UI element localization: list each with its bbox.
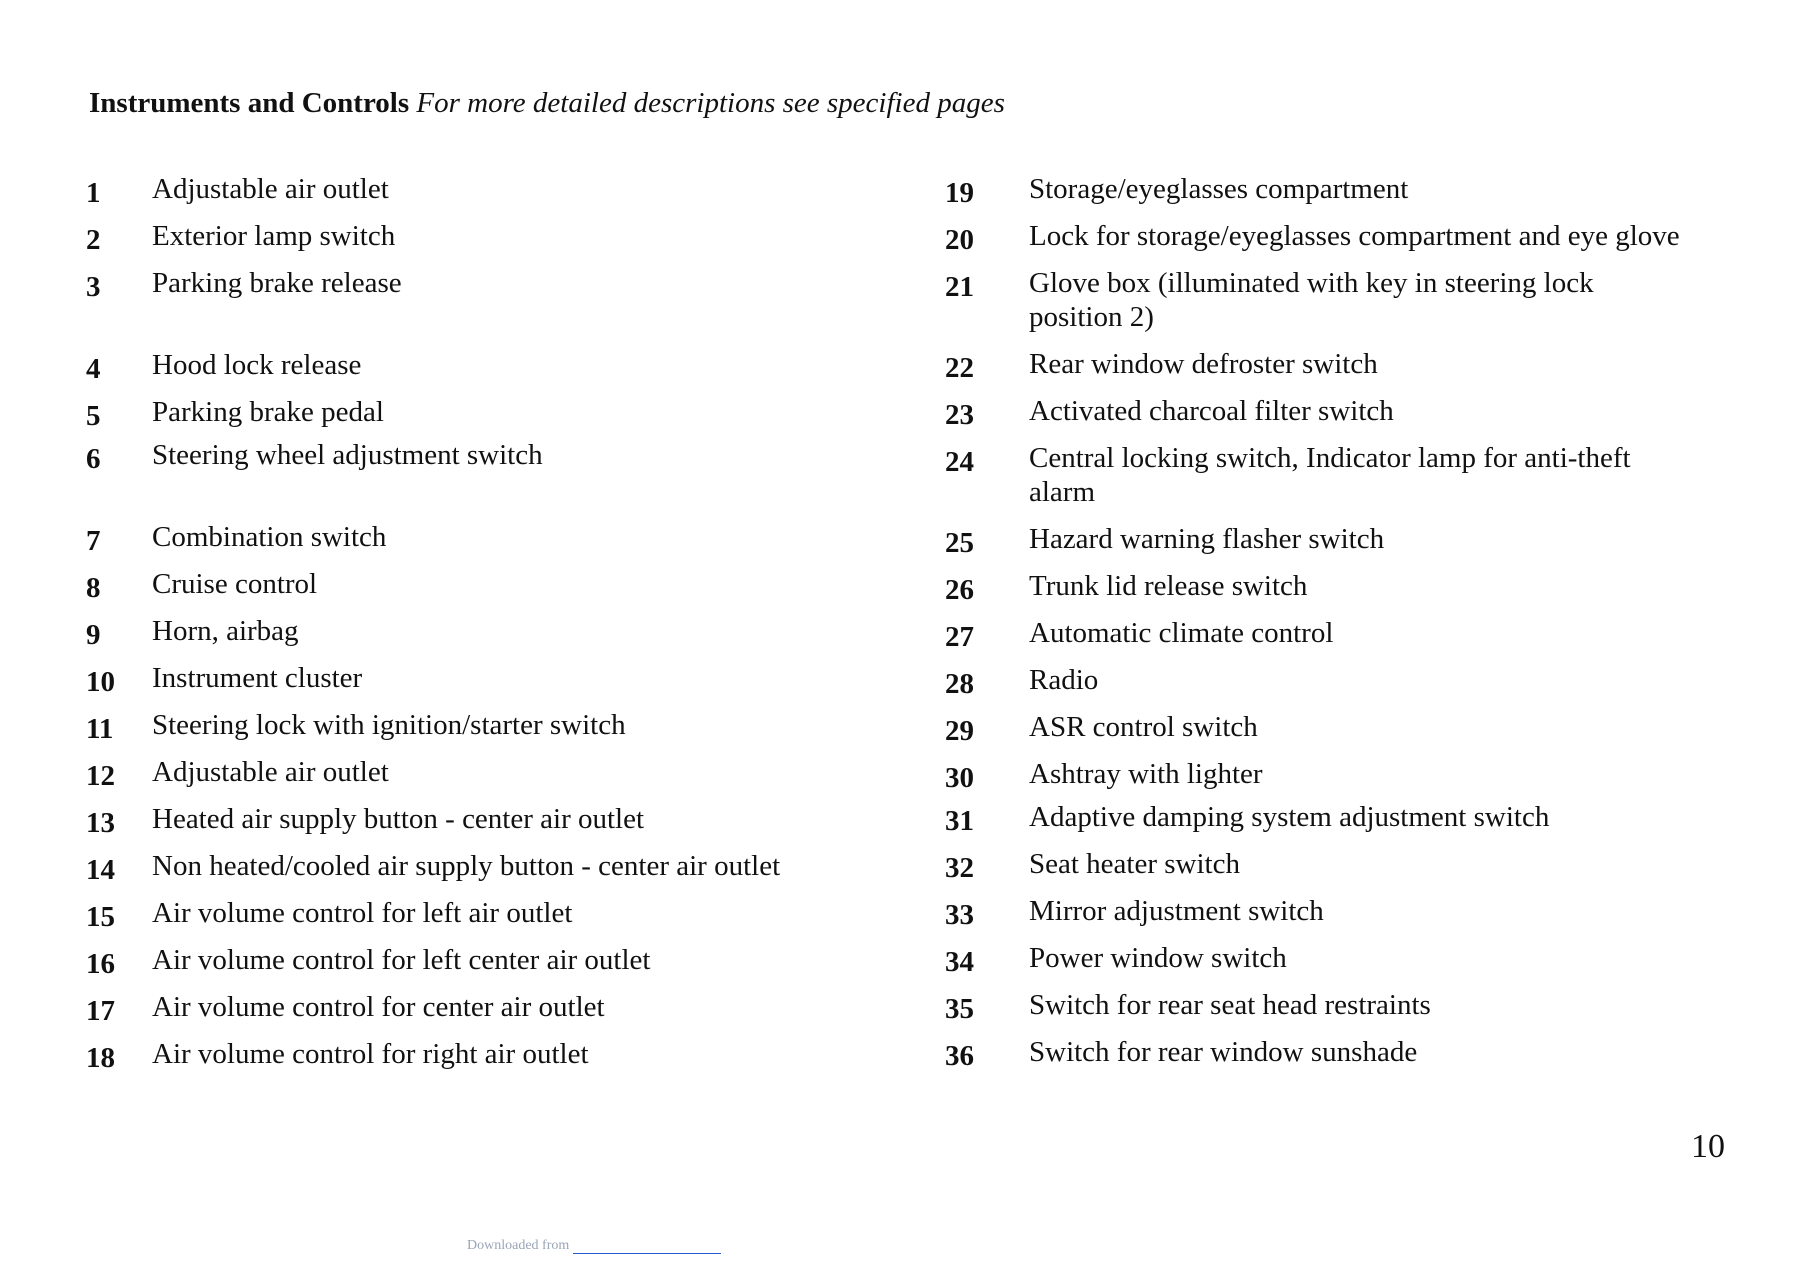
list-item [86,849,866,886]
item-label: Activated charcoal filter switch [1029,395,1394,427]
item-number: 21 [945,271,974,303]
list-item [945,569,1785,606]
item-number: 34 [945,946,974,978]
item-label: Central locking switch, Indicator lamp for anti-theft alarm [1029,442,1631,508]
list-item [86,438,866,475]
list-item [945,219,1785,256]
item-label: Air volume control for center air outlet [152,991,605,1023]
list-item [86,755,866,792]
item-label: Cruise control [152,568,318,600]
list-item [945,347,1785,384]
item-number: 13 [86,807,115,839]
item-number: 24 [945,446,974,478]
list-item [945,847,1785,884]
item-number: 36 [945,1040,974,1072]
item-number: 28 [945,668,974,700]
item-label: Storage/eyeglasses compartment [1029,173,1409,205]
item-label: Trunk lid release switch [1029,570,1308,602]
list-item [945,800,1785,837]
item-label: Hood lock release [152,349,362,381]
list-item [945,757,1785,794]
item-label: Power window switch [1029,942,1287,974]
item-number: 4 [86,353,101,385]
list-item [86,990,866,1027]
list-item [945,710,1785,747]
item-number: 20 [945,224,974,256]
list-item [86,266,866,303]
item-number: 16 [86,948,115,980]
item-number: 18 [86,1042,115,1074]
list-item [86,943,866,980]
item-label: Parking brake release [152,267,402,299]
item-label: Adjustable air outlet [152,173,389,205]
list-item [945,522,1785,559]
heading-title: Instruments and Controls [89,87,410,119]
item-label: Air volume control for left center air outlet [152,944,651,976]
item-label: Exterior lamp switch [152,220,396,252]
item-number: 9 [86,619,101,651]
item-label: Adaptive damping system adjustment switch [1029,801,1550,833]
item-label: Glove box (illuminated with key in steering lock position 2) [1029,267,1594,333]
item-label: Heated air supply button - center air outlet [152,803,645,835]
item-number: 14 [86,854,115,886]
item-number: 23 [945,399,974,431]
item-label: Adjustable air outlet [152,756,389,788]
item-label: Hazard warning flasher switch [1029,523,1385,555]
item-number: 22 [945,352,974,384]
footer-link[interactable] [573,1239,721,1254]
list-item [86,219,866,256]
item-number: 1 [86,177,101,209]
item-number: 27 [945,621,974,653]
item-label: Seat heater switch [1029,848,1240,880]
list-item [86,661,866,698]
item-number: 10 [86,666,115,698]
item-number: 3 [86,271,101,303]
footer-text: Downloaded from [467,1238,570,1253]
list-item [945,894,1785,931]
item-number: 26 [945,574,974,606]
item-label: ASR control switch [1029,711,1258,743]
item-number: 32 [945,852,974,884]
item-label: Ashtray with lighter [1029,758,1263,790]
left-column [86,172,866,1074]
list-item [86,1037,866,1074]
item-label: Steering wheel adjustment switch [152,439,543,471]
list-item [86,802,866,839]
item-number: 33 [945,899,974,931]
item-label: Radio [1029,664,1099,696]
list-item [945,172,1785,209]
item-number: 19 [945,177,974,209]
item-number: 11 [86,713,114,745]
list-item [945,988,1785,1025]
footer [467,1238,721,1254]
page-number: 10 [1691,1128,1725,1165]
item-label: Instrument cluster [152,662,363,694]
item-number: 17 [86,995,115,1027]
item-label: Air volume control for right air outlet [152,1038,589,1070]
heading-subtitle: For more detailed descriptions see specified pages [416,87,1005,119]
item-number: 29 [945,715,974,747]
item-number: 5 [86,400,101,432]
item-label: Parking brake pedal [152,396,384,428]
list-item [86,708,866,745]
list-item [86,348,866,385]
item-label: Combination switch [152,521,387,553]
list-item [86,172,866,209]
item-label: Non heated/cooled air supply button - center air outlet [152,850,781,882]
page-heading [89,86,1005,121]
list-item [86,395,866,432]
item-number: 31 [945,805,974,837]
item-label: Horn, airbag [152,615,299,647]
list-item [945,394,1785,431]
item-number: 30 [945,762,974,794]
list-item [945,616,1785,653]
item-number: 25 [945,527,974,559]
item-label: Air volume control for left air outlet [152,897,573,929]
list-item [945,266,1785,334]
list-item [945,441,1785,509]
right-column [945,172,1785,1072]
item-number: 8 [86,572,101,604]
list-item [86,567,866,604]
list-item [945,941,1785,978]
list-item [945,663,1785,700]
item-label: Mirror adjustment switch [1029,895,1324,927]
item-number: 6 [86,443,101,475]
item-number: 2 [86,224,101,256]
item-number: 35 [945,993,974,1025]
item-number: 15 [86,901,115,933]
list-item [86,614,866,651]
item-label: Steering lock with ignition/starter switch [152,709,626,741]
item-label: Lock for storage/eyeglasses compartment and eye glove [1029,220,1680,252]
list-item [86,896,866,933]
list-item [945,1035,1785,1072]
item-number: 7 [86,525,101,557]
item-label: Rear window defroster switch [1029,348,1378,380]
item-number: 12 [86,760,115,792]
list-item [86,520,866,557]
item-label: Switch for rear seat head restraints [1029,989,1431,1021]
item-label: Switch for rear window sunshade [1029,1036,1418,1068]
item-label: Automatic climate control [1029,617,1334,649]
